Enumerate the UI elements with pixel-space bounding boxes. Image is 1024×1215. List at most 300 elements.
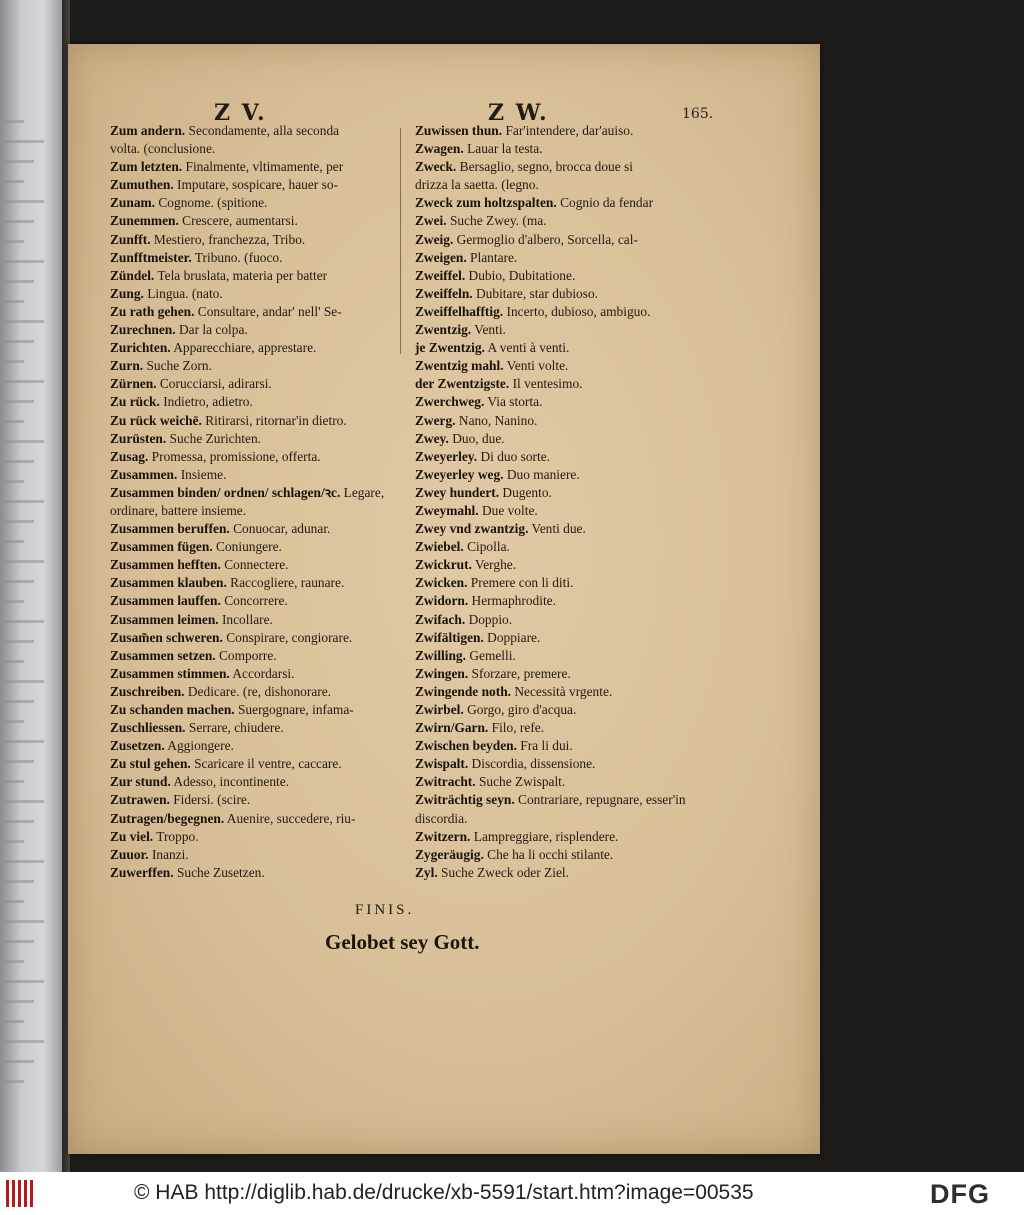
- entry-translation: Hermaphrodite.: [468, 593, 556, 609]
- entry-translation: Raccogliere, raunare.: [226, 575, 345, 591]
- entry-translation: Suche Zwey. (ma.: [446, 213, 547, 229]
- dictionary-entry: [415, 285, 715, 303]
- dictionary-entry: [110, 339, 410, 357]
- dictionary-entry: [110, 430, 410, 448]
- dictionary-entry: [110, 791, 410, 809]
- entry-headword: Zwifach.: [415, 611, 466, 627]
- entry-translation: Due volte.: [478, 502, 538, 518]
- entry-headword: Zum andern.: [110, 123, 186, 138]
- entry-translation: Accordarsi.: [229, 665, 295, 681]
- entry-headword: Zweiffel.: [415, 267, 466, 283]
- bleed-through-line: [4, 320, 44, 323]
- entry-translation: Suche Zweck oder Ziel.: [437, 864, 569, 880]
- entry-translation: Suche Zusetzen.: [173, 864, 265, 880]
- entry-translation: Cognome. (spitione.: [155, 195, 268, 211]
- dictionary-entry: [110, 701, 410, 719]
- dictionary-entry: [110, 846, 410, 864]
- entry-translation: Contrariare, repugnare, esser'in discordia.: [415, 792, 686, 826]
- entry-translation: Tela bruslata, materia per batter: [154, 267, 328, 283]
- entry-translation: Gemelli.: [465, 647, 516, 663]
- dictionary-entry: [110, 375, 410, 393]
- entry-headword: Zusammen lauffen.: [110, 593, 221, 609]
- entry-headword: Zu rück weichē.: [110, 412, 202, 428]
- dictionary-entry: [110, 140, 410, 158]
- entry-translation: Tribuno. (fuoco.: [191, 249, 283, 265]
- dictionary-entry: [415, 502, 715, 520]
- running-head-left: Z V.: [214, 100, 267, 126]
- dictionary-entry: [415, 122, 715, 140]
- dictionary-entry: [415, 556, 715, 574]
- dictionary-entry: [415, 212, 715, 230]
- entry-headword: Zwey vnd zwantzig.: [415, 521, 529, 537]
- entry-headword: Zwei.: [415, 213, 447, 229]
- entry-translation: Suche Zurichten.: [166, 430, 262, 446]
- dictionary-entry: [415, 339, 715, 357]
- entry-translation: Serrare, chiudere.: [185, 720, 284, 736]
- entry-headword: Zwidorn.: [415, 593, 469, 609]
- entry-headword: Zwirn/Garn.: [415, 720, 489, 736]
- dictionary-entry: [415, 140, 715, 158]
- entry-headword: Zuschliessen.: [110, 720, 186, 736]
- book-page: [68, 44, 820, 1154]
- closing-line: Gelobet sey Gott.: [325, 930, 480, 954]
- entry-translation: Lampreggiare, risplendere.: [470, 828, 619, 844]
- entry-translation: Dugento.: [499, 484, 552, 500]
- dictionary-entry: [415, 737, 715, 755]
- dictionary-entry: [110, 556, 410, 574]
- dictionary-entry: [110, 629, 410, 647]
- entry-translation: volta. (conclusione.: [110, 141, 216, 157]
- entry-headword: Zweck.: [415, 159, 457, 175]
- entry-translation: Dubio, Dubitatione.: [465, 267, 576, 283]
- bleed-through-line: [4, 1040, 44, 1043]
- bleed-through-line: [4, 940, 34, 943]
- bleed-through-line: [4, 300, 24, 303]
- entry-translation: Cipolla.: [463, 539, 510, 555]
- entry-headword: Zweiffelhafftig.: [415, 303, 504, 319]
- entry-headword: Zu rück.: [110, 394, 160, 410]
- entry-headword: Zusammen beruffen.: [110, 521, 230, 537]
- bleed-through-line: [4, 840, 24, 843]
- entry-headword: Zündel.: [110, 267, 155, 283]
- entry-translation: Ritirarsi, ritornar'in dietro.: [201, 412, 347, 428]
- dictionary-entry: [110, 665, 410, 683]
- entry-headword: Zygeräugig.: [415, 846, 484, 862]
- entry-translation: Venti volte.: [503, 358, 569, 374]
- entry-headword: Zwirbel.: [415, 702, 464, 717]
- dictionary-entry: [415, 755, 715, 773]
- dfg-logo: DFG: [930, 1179, 990, 1209]
- bleed-through-line: [4, 160, 34, 163]
- entry-translation: Plantare.: [466, 249, 518, 265]
- entry-headword: Zunfftmeister.: [110, 249, 192, 265]
- entry-headword: Zur stund.: [110, 774, 171, 790]
- entry-headword: Zuwerffen.: [110, 864, 174, 880]
- entry-translation: Verghe.: [471, 557, 517, 573]
- entry-translation: Filo, refe.: [488, 720, 545, 736]
- dictionary-entry: [415, 303, 715, 321]
- dictionary-entry: [110, 466, 410, 484]
- entry-translation: Auenire, succedere, riu-: [224, 810, 356, 826]
- entry-translation: Conuocar, adunar.: [229, 521, 331, 537]
- bleed-through-line: [4, 360, 24, 363]
- bleed-through-line: [4, 500, 44, 503]
- entry-translation: Dar la colpa.: [175, 322, 248, 338]
- bleed-through-line: [4, 120, 24, 123]
- entry-headword: Zwischen beyden.: [415, 738, 517, 754]
- dictionary-entry: [415, 194, 715, 212]
- bleed-through-line: [4, 880, 34, 883]
- dictionary-entry: [110, 267, 410, 285]
- entry-headword: Zweyerley.: [415, 448, 478, 464]
- dictionary-entry: [415, 828, 715, 846]
- bleed-through-line: [4, 1020, 24, 1023]
- finis-label: FINIS.: [355, 902, 415, 918]
- entry-headword: Zumuthen.: [110, 177, 174, 193]
- entry-headword: Zwerg.: [415, 412, 456, 428]
- dictionary-entry: [110, 683, 410, 701]
- entry-translation: Troppo.: [153, 828, 199, 844]
- dictionary-entry: [110, 719, 410, 737]
- dictionary-entry: [415, 538, 715, 556]
- bleed-through-line: [4, 600, 24, 603]
- entry-headword: Zurechnen.: [110, 322, 176, 338]
- bleed-through-line: [4, 400, 34, 403]
- dictionary-entry: [110, 357, 410, 375]
- dictionary-entry: [110, 574, 410, 592]
- dictionary-entry: [110, 864, 410, 882]
- dictionary-entry: [110, 484, 410, 520]
- dictionary-entry: [110, 755, 410, 773]
- entry-headword: Zum letzten.: [110, 159, 183, 175]
- entry-translation: Cognio da fendar: [556, 195, 654, 211]
- entry-headword: Zurn.: [110, 358, 144, 374]
- entry-headword: Zweck zum holtzspalten.: [415, 195, 557, 211]
- entry-headword: je Zwentzig.: [415, 340, 485, 356]
- bleed-through-line: [4, 420, 24, 423]
- entry-headword: Zweiffeln.: [415, 285, 473, 301]
- entry-headword: Zurüsten.: [110, 430, 167, 446]
- entry-translation: Apparecchiare, apprestare.: [170, 340, 317, 356]
- entry-translation: Insieme.: [177, 466, 227, 482]
- bleed-through-line: [4, 560, 44, 563]
- hab-logo-icon: [6, 1180, 36, 1207]
- entry-headword: Zweyerley weg.: [415, 466, 504, 482]
- entry-headword: Zwingende noth.: [415, 683, 511, 699]
- entry-translation: Di duo sorte.: [477, 448, 551, 464]
- entry-translation: Dedicare. (re, dishonorare.: [184, 683, 332, 699]
- running-head-right: Z W.: [488, 100, 549, 126]
- entry-headword: Zwitracht.: [415, 774, 476, 790]
- entry-translation: Doppio.: [465, 611, 513, 627]
- dictionary-entry: [415, 448, 715, 466]
- entry-translation: Conspirare, congiorare.: [222, 629, 353, 645]
- dictionary-entry: [110, 773, 410, 791]
- dictionary-entry: [110, 194, 410, 212]
- dictionary-entry: [110, 737, 410, 755]
- entry-translation: Finalmente, vltimamente, per: [182, 159, 344, 175]
- bleed-through-line: [4, 700, 34, 703]
- bleed-through-line: [4, 780, 24, 783]
- bleed-through-line: [4, 680, 44, 683]
- entry-headword: Zunfft.: [110, 231, 151, 247]
- entry-translation: Gorgo, giro d'acqua.: [463, 702, 577, 717]
- entry-headword: Zuschreiben.: [110, 683, 185, 699]
- dictionary-entry: [415, 375, 715, 393]
- dictionary-entry: [110, 249, 410, 267]
- entry-headword: Zwifältigen.: [415, 629, 484, 645]
- dictionary-entry: [110, 158, 410, 176]
- entry-headword: der Zwentzigste.: [415, 376, 510, 392]
- entry-headword: Zusam̃en schweren.: [110, 629, 223, 645]
- dictionary-entry: [415, 249, 715, 267]
- bleed-through-line: [4, 280, 34, 283]
- entry-headword: Zusetzen.: [110, 738, 165, 754]
- dictionary-entry: [415, 357, 715, 375]
- entry-translation: Inanzi.: [148, 846, 189, 862]
- entry-translation: Connectere.: [220, 557, 289, 573]
- entry-translation: Crescere, aumentarsi.: [178, 213, 298, 229]
- entry-headword: Zusammen setzen.: [110, 647, 216, 663]
- dictionary-entry: [110, 176, 410, 194]
- entry-translation: Promessa, promissione, offerta.: [148, 448, 321, 464]
- entry-translation: drizza la saetta. (legno.: [415, 177, 539, 193]
- dictionary-entry: [415, 864, 715, 882]
- bleed-through-line: [4, 440, 44, 443]
- entry-translation: A venti à venti.: [484, 340, 570, 356]
- entry-translation: Nano, Nanino.: [455, 412, 538, 428]
- dictionary-entry: [415, 629, 715, 647]
- dictionary-entry: [110, 538, 410, 556]
- entry-headword: Zwey.: [415, 430, 449, 446]
- entry-headword: Zu stul gehen.: [110, 756, 191, 772]
- bleed-through-line: [4, 980, 44, 983]
- entry-translation: Suche Zorn.: [143, 358, 212, 374]
- dictionary-entry: [110, 303, 410, 321]
- bleed-through-line: [4, 900, 24, 903]
- entry-headword: Zwingen.: [415, 665, 469, 681]
- entry-headword: Zu viel.: [110, 828, 154, 844]
- entry-translation: Via storta.: [484, 394, 543, 410]
- dictionary-entry: [415, 773, 715, 791]
- entry-translation: Suche Zwispalt.: [475, 774, 566, 790]
- entry-headword: Zwickrut.: [415, 557, 472, 573]
- bleed-through-line: [4, 720, 24, 723]
- entry-headword: Zusammen hefften.: [110, 557, 221, 573]
- dictionary-entry: [110, 412, 410, 430]
- bleed-through-line: [4, 960, 24, 963]
- bleed-through-line: [4, 240, 24, 243]
- entry-headword: Zwitzern.: [415, 828, 471, 844]
- entry-headword: Zwispalt.: [415, 756, 469, 772]
- entry-headword: Zwerchweg.: [415, 394, 485, 410]
- bleed-through-line: [4, 920, 44, 923]
- entry-headword: Zwilling.: [415, 647, 466, 663]
- entry-translation: Germoglio d'albero, Sorcella, cal-: [453, 231, 638, 247]
- right-column: [415, 122, 715, 882]
- entry-translation: Venti.: [471, 322, 506, 338]
- left-column: [110, 122, 410, 882]
- dictionary-entry: [110, 592, 410, 610]
- dictionary-entry: [110, 810, 410, 828]
- bleed-through-line: [4, 820, 34, 823]
- entry-headword: Zurichten.: [110, 340, 171, 356]
- bleed-through-line: [4, 200, 44, 203]
- entry-translation: Imputare, sospicare, hauer so-: [173, 177, 338, 193]
- dictionary-entry: [110, 285, 410, 303]
- bleed-through-line: [4, 520, 34, 523]
- entry-headword: Zwey hundert.: [415, 484, 500, 500]
- dictionary-entry: [110, 448, 410, 466]
- entry-headword: Zunam.: [110, 195, 156, 211]
- footer-bar: [0, 1172, 1024, 1215]
- bleed-through-line: [4, 580, 34, 583]
- bleed-through-line: [4, 1060, 34, 1063]
- dictionary-entry: [415, 846, 715, 864]
- entry-translation: Dubitare, star dubioso.: [472, 285, 598, 301]
- dictionary-entry: [415, 466, 715, 484]
- entry-headword: Zweig.: [415, 231, 454, 247]
- entry-translation: Indietro, adietro.: [159, 394, 253, 410]
- entry-headword: Zung.: [110, 285, 144, 301]
- bleed-through-line: [4, 340, 34, 343]
- dictionary-entry: [415, 791, 715, 827]
- entry-headword: Zusammen leimen.: [110, 611, 219, 627]
- bleed-through-line: [4, 1080, 24, 1083]
- entry-translation: Far'intendere, dar'auiso.: [502, 123, 634, 138]
- dictionary-entry: [415, 484, 715, 502]
- bleed-through-line: [4, 1000, 34, 1003]
- entry-headword: Zwiebel.: [415, 539, 464, 555]
- entry-translation: Comporre.: [215, 647, 277, 663]
- dictionary-entry: [110, 828, 410, 846]
- entry-translation: Consultare, andar' nell' Se-: [194, 303, 342, 319]
- entry-translation: Legare, ordinare, battere insieme.: [110, 484, 385, 518]
- entry-headword: Zusag.: [110, 448, 149, 464]
- bleed-through-line: [4, 760, 34, 763]
- bleed-through-line: [4, 260, 44, 263]
- entry-translation: Duo maniere.: [503, 466, 580, 482]
- dictionary-entry: [415, 683, 715, 701]
- bleed-through-line: [4, 540, 24, 543]
- bleed-through-line: [4, 860, 44, 863]
- entry-translation: Suergognare, infama-: [234, 702, 354, 717]
- entry-translation: Necessità vrgente.: [511, 683, 613, 699]
- dictionary-entry: [110, 212, 410, 230]
- dictionary-entry: [415, 611, 715, 629]
- entry-translation: Secondamente, alla seconda: [185, 123, 340, 138]
- entry-translation: Venti due.: [528, 521, 586, 537]
- entry-headword: Zweymahl.: [415, 502, 479, 518]
- dictionary-entry: [415, 430, 715, 448]
- entry-translation: Il ventesimo.: [509, 376, 583, 392]
- dictionary-entry: [415, 231, 715, 249]
- entry-translation: Lauar la testa.: [463, 141, 543, 157]
- entry-translation: Corucciarsi, adirarsi.: [156, 376, 272, 392]
- dictionary-entry: [415, 719, 715, 737]
- dictionary-entry: [415, 412, 715, 430]
- dictionary-entry: [110, 647, 410, 665]
- entry-translation: Che ha li occhi stilante.: [483, 846, 614, 862]
- entry-headword: Zuuor.: [110, 846, 149, 862]
- dictionary-entry: [415, 176, 715, 194]
- dictionary-entry: [415, 701, 715, 719]
- dictionary-entry: [110, 122, 410, 140]
- dictionary-entry: [415, 393, 715, 411]
- entry-headword: Zwentzig mahl.: [415, 358, 504, 374]
- bleed-through-line: [4, 740, 44, 743]
- entry-translation: Fra li dui.: [516, 738, 573, 754]
- entry-translation: Coniungere.: [212, 539, 282, 555]
- entry-headword: Zusammen stimmen.: [110, 665, 230, 681]
- entry-translation: Discordia, dissensione.: [468, 756, 596, 772]
- entry-headword: Zwiträchtig seyn.: [415, 792, 515, 808]
- entry-translation: Premere con li diti.: [467, 575, 574, 591]
- dictionary-entry: [110, 231, 410, 249]
- entry-translation: Incerto, dubioso, ambiguo.: [503, 303, 651, 319]
- entry-headword: Zürnen.: [110, 376, 157, 392]
- entry-translation: Fidersi. (scire.: [169, 792, 251, 808]
- entry-headword: Zusammen binden/ ordnen/ schlagen/ꝛc.: [110, 484, 341, 500]
- bleed-through-line: [4, 800, 44, 803]
- dictionary-entry: [415, 321, 715, 339]
- bleed-through-line: [4, 220, 34, 223]
- dictionary-entry: [415, 520, 715, 538]
- entry-translation: Lingua. (nato.: [143, 285, 223, 301]
- dictionary-entry: [415, 267, 715, 285]
- dictionary-entry: [415, 665, 715, 683]
- bleed-through-line: [4, 380, 44, 383]
- previous-page-edge: [0, 0, 62, 1172]
- entry-headword: Zusammen.: [110, 466, 178, 482]
- entry-headword: Zwentzig.: [415, 322, 472, 338]
- entry-headword: Zusammen fügen.: [110, 539, 213, 555]
- bleed-through-line: [4, 620, 44, 623]
- entry-headword: Zusammen klauben.: [110, 575, 227, 591]
- entry-headword: Zu schanden machen.: [110, 702, 235, 717]
- entry-headword: Zutragen/begegnen.: [110, 810, 225, 826]
- entry-translation: Incollare.: [218, 611, 273, 627]
- dictionary-entry: [415, 592, 715, 610]
- entry-translation: Scaricare il ventre, caccare.: [190, 756, 342, 772]
- dictionary-entry: [415, 158, 715, 176]
- bleed-through-line: [4, 660, 24, 663]
- entry-headword: Zuwissen thun.: [415, 123, 503, 138]
- entry-headword: Zweigen.: [415, 249, 467, 265]
- entry-translation: Adesso, incontinente.: [170, 774, 290, 790]
- entry-translation: Concorrere.: [220, 593, 288, 609]
- dictionary-entry: [110, 520, 410, 538]
- dictionary-entry: [415, 574, 715, 592]
- entry-translation: Sforzare, premere.: [468, 665, 571, 681]
- page-number: 165.: [682, 106, 714, 122]
- bleed-through-line: [4, 640, 34, 643]
- bleed-through-line: [4, 140, 44, 143]
- copyright-link[interactable]: © HAB http://diglib.hab.de/drucke/xb-5591/start.htm?image=00535: [134, 1181, 754, 1204]
- dictionary-entry: [110, 611, 410, 629]
- bleed-through-line: [4, 460, 34, 463]
- entry-translation: Mestiero, franchezza, Tribo.: [150, 231, 306, 247]
- entry-headword: Zunemmen.: [110, 213, 179, 229]
- entry-headword: Zyl.: [415, 864, 438, 880]
- entry-translation: Aggiongere.: [164, 738, 234, 754]
- dictionary-entry: [415, 647, 715, 665]
- entry-headword: Zwagen.: [415, 141, 464, 157]
- entry-translation: Doppiare.: [483, 629, 541, 645]
- entry-headword: Zwicken.: [415, 575, 468, 591]
- entry-headword: Zutrawen.: [110, 792, 170, 808]
- dictionary-entry: [110, 321, 410, 339]
